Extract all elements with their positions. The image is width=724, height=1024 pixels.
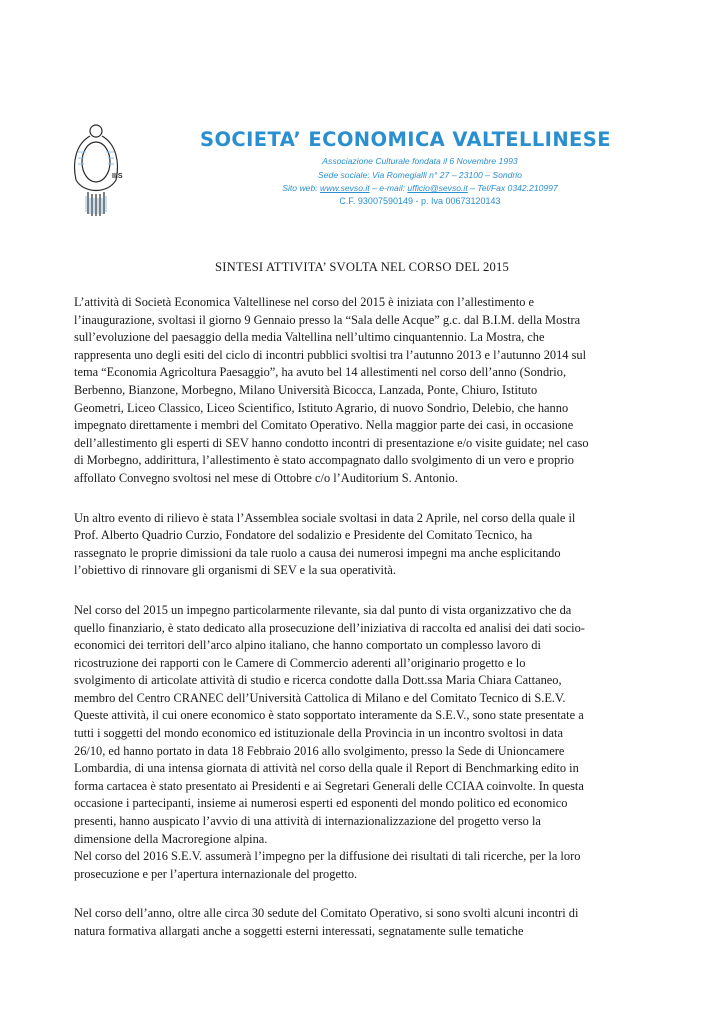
text-line: l’inaugurazione, svoltasi il giorno 9 Gennaio presso la “Sala delle Acque” g.c. dal B.I.M. della Mostra <box>74 312 581 327</box>
text-line: prosecuzione e per l’apertura internazionale del progetto. <box>74 866 358 881</box>
website-link[interactable]: www.sevso.it <box>320 183 370 193</box>
text-line: svolgimento di articolate attività di studio e ricerca condotte dalla Dott.ssa Maria Chiara Cattaneo, <box>74 673 562 688</box>
text-line: impegnato direttamente i membri del Comitato Operativo. Nella maggior parte dei casi, in occasione <box>74 418 574 433</box>
email-label: – e-mail: <box>369 183 408 193</box>
text-line: natura formativa allargati anche a soggetti esterni interessati, segnatamente sulle tematiche <box>74 924 524 938</box>
text-line: Nel corso del 2016 S.E.V. assumerà l’impegno per la diffusione dei risultati di tali ricerche, per la loro <box>74 849 581 864</box>
phone-text: – Tel/Fax 0342.210997 <box>467 183 558 193</box>
text-line: tema “Economia Agricoltura Paesaggio”, ha avuto bel 14 allestimenti nel corso dell’anno (Sondrio, <box>74 365 567 380</box>
text-line: affollato Convegno svoltosi nel mese di Ottobre c/o l’Auditorium S. Antonio. <box>74 470 458 485</box>
text-line: membro del Centro CRANEC dell’Università Cattolica di Milano e del Comitato Tecnico di S.E.V. <box>74 690 566 705</box>
text-line: Berbenno, Bianzone, Morbegno, Milano Università Bicocca, Lanzada, Ponte, Chiuro, Istituto <box>74 382 538 397</box>
foundation-line: Associazione Culturale fondata il 6 Novembre 1993 <box>322 156 518 166</box>
text-line: Un altro evento di rilievo è stata l’Assemblea sociale svoltasi in data 2 Aprile, nel corso della quale il <box>74 510 576 525</box>
text-line: Nel corso del 2015 un impegno particolarmente rilevante, sia dal punto di vista organizzativo che da <box>74 602 572 617</box>
website-label: Sito web: <box>282 183 321 193</box>
text-line: ricostruzione dei rapporti con le Camere di Commercio aderenti all’originario progetto e lo <box>74 655 526 670</box>
text-line: sull’evoluzione del paesaggio della media Valtellina nell’ultimo cinquantennio. La Mostra, che <box>74 330 545 345</box>
text-line: presenti, hanno auspicato l’avvio di una attività di internazionalizzazione del progetto verso la <box>74 814 541 829</box>
document-body <box>74 294 664 963</box>
text-line: Queste attività, il cui onere economico è stato sopportato interamente da S.E.V., sono state presentate a <box>74 708 584 723</box>
text-line: rappresenta uno degli esiti del ciclo di incontri pubblici svoltisi tra l’autunno 2013 e l’autunno 2014 sul <box>74 347 587 362</box>
fiscal-codes: C.F. 93007590149 - p. Iva 00673120143 <box>339 196 501 206</box>
text-line: quello finanziario, è stato dedicato alla prosecuzione dell’iniziativa di raccolta ed analisi dei dati socio- <box>74 620 585 635</box>
society-logo-icon <box>66 122 126 218</box>
text-line: dimensione della Macroregione alpina. <box>74 831 268 846</box>
text-line: Prof. Alberto Quadrio Curzio, Fondatore del sodalizio e Presidente del Comitato Tecnico, ha <box>74 528 533 543</box>
contact-line <box>210 183 630 193</box>
text-line: Geometri, Liceo Classico, Liceo Scientifico, Istituto Agrario, di nuovo Sondrio, Delebio, che hanno <box>74 400 569 415</box>
text-line: occasione i partecipanti, insieme ai numerosi esperti ed esponenti del mondo politico ed economico <box>74 796 568 811</box>
address-line: Sede sociale: Via Romegialli n° 27 – 23100 – Sondrio <box>318 170 522 180</box>
text-line: Lombardia, di una intensa giornata di attività nel corso della quale il Report di Benchmarking edito in <box>74 761 579 776</box>
text-line: rassegnato le proprie dimissioni da tale ruolo a causa dei numerosi impegni ma anche esplicitando <box>74 545 561 560</box>
text-line: 26/10, ed hanno portato in data 18 Febbraio 2016 allo svolgimento, presso la Sede di Unioncamere <box>74 743 565 758</box>
text-line: di Morbegno, addirittura, l’allestimento è stato accompagnato dallo svolgimento di un vero e proprio <box>74 453 574 468</box>
svg-text:IIIS: IIIS <box>112 173 123 180</box>
text-line: economici dei territori dell’arco alpino italiano, che hanno comportato un complesso lavoro di <box>74 638 541 653</box>
paragraph <box>74 848 664 883</box>
text-line: Nel corso dell’anno, oltre alle circa 30 sedute del Comitato Operativo, si sono svolti alcuni incontri di <box>74 906 579 921</box>
paragraph <box>74 905 664 940</box>
document-title: SINTESI ATTIVITA’ SVOLTA NEL CORSO DEL 2015 <box>215 260 509 274</box>
text-line: l’obiettivo di rinnovare gli organismi di SEV e la sua operatività. <box>74 563 396 578</box>
text-line: dell’allestimento gli esperti di SEV hanno condotto incontri di presentazione e/o visite guidate; nel caso <box>74 435 589 450</box>
paragraph <box>74 510 664 580</box>
text-line: forma cartacea è stato presentato ai Presidenti e ai Segretari Generali delle CCIAA coinvolte. In questa <box>74 778 584 793</box>
paragraph <box>74 294 664 488</box>
email-link[interactable]: ufficio@sevso.it <box>407 183 468 193</box>
paragraph <box>74 602 664 848</box>
text-line: L’attività di Società Economica Valtellinese nel corso del 2015 è iniziata con l’allestimento e <box>74 295 535 309</box>
organization-name: SOCIETA’ ECONOMICA VALTELLINESE <box>200 128 611 151</box>
text-line: tutti i soggetti del mondo economico ed istituzionale della Provincia in un incontro svoltosi in data <box>74 726 564 741</box>
